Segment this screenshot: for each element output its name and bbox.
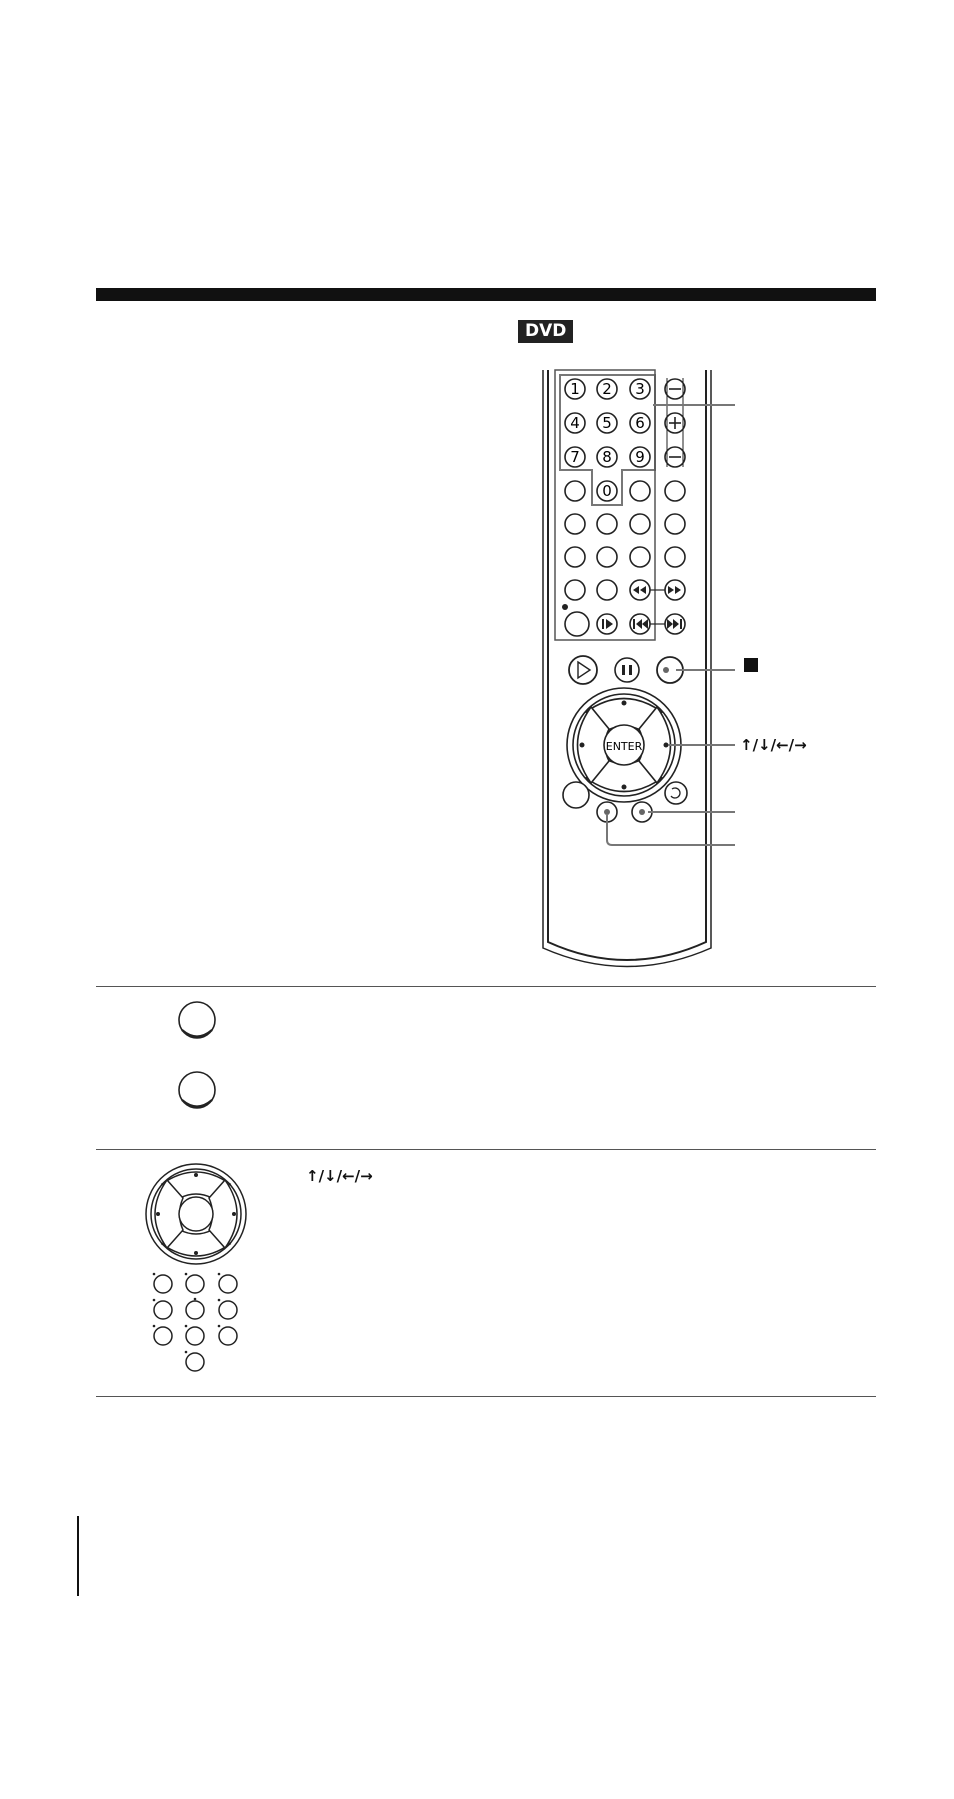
table-rule-middle	[96, 1149, 876, 1150]
transport-buttons	[569, 656, 683, 684]
margin-marker	[77, 1516, 79, 1596]
table-rule-bottom	[96, 1396, 876, 1397]
step2-icons	[140, 1160, 260, 1380]
step2-arrows-label: ↑/↓/←/→	[306, 1167, 373, 1185]
step1-button-icons	[170, 995, 230, 1125]
number-keys-icon	[154, 1275, 237, 1371]
key-2-label: 2	[602, 380, 612, 398]
enter-label: ENTER	[605, 740, 643, 753]
key-3-label: 3	[635, 380, 645, 398]
key-4-label: 4	[570, 414, 580, 432]
arrows-callout-label: ↑/↓/←/→	[740, 736, 807, 754]
key-0-label: 0	[602, 482, 612, 500]
key-8-label: 8	[602, 448, 612, 466]
table-rule-top	[96, 986, 876, 987]
key-7-label: 7	[570, 448, 580, 466]
volume-rocker	[665, 378, 685, 467]
key-9-label: 9	[635, 448, 645, 466]
key-5-label: 5	[602, 414, 612, 432]
pause-button	[615, 658, 639, 682]
stop-callout-symbol	[744, 658, 758, 672]
dpad-icon	[146, 1164, 246, 1264]
dvd-badge: DVD	[518, 320, 573, 343]
key-6-label: 6	[635, 414, 645, 432]
key-1-label: 1	[570, 380, 580, 398]
